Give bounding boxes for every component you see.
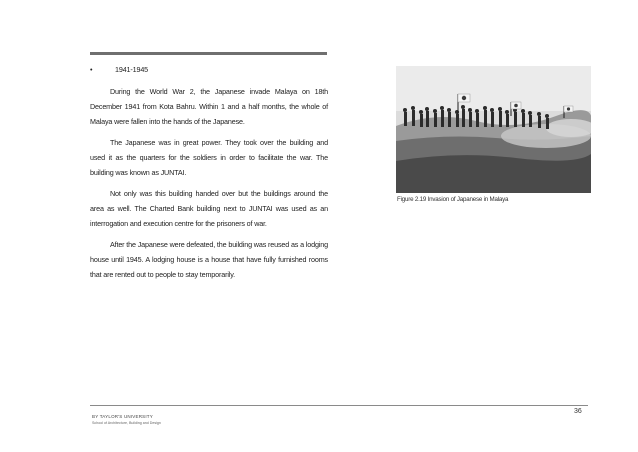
text-column	[90, 62, 328, 288]
paragraph-1: During the World War 2, the Japanese invade Malaya on 18th December 1941 from Kota Bahru. Within 1 and a half months, the whole of Malaya were fallen into the hands of the Japanese.	[90, 87, 328, 126]
logo-text: BY TAYLOR'S UNIVERSITY	[92, 414, 153, 419]
photo-illustration	[396, 66, 591, 193]
bottom-divider	[90, 405, 588, 406]
logo-subtext: School of Architecture, Building and Design	[92, 421, 161, 425]
page-number: 36	[574, 408, 582, 415]
paragraph-4: After the Japanese were defeated, the building was reused as a lodging house until 1945. A lodging house is a house that have fully furnished rooms that are rented out to people to stay temporarily.	[90, 240, 328, 279]
section-heading-text: 1941-1945	[115, 65, 149, 74]
figure-caption: Figure 2.19 Invasion of Japanese in Malaya	[397, 196, 509, 203]
paragraph-3: Not only was this building handed over but the buildings around the area as well. The Charted Bank building next to JUNTAI was used as an interrogation and execution centre for the prisoners of war.	[90, 189, 328, 228]
invasion-photo	[396, 66, 591, 193]
paragraph-2: The Japanese was in great power. They took over the building and used it as the quarters for the soldiers in order to facilitate the war. The building was known as JUNTAI.	[90, 138, 328, 177]
university-logo	[92, 414, 161, 426]
top-divider	[90, 52, 327, 55]
section-heading	[90, 62, 328, 77]
bullet-icon: •	[90, 65, 93, 74]
